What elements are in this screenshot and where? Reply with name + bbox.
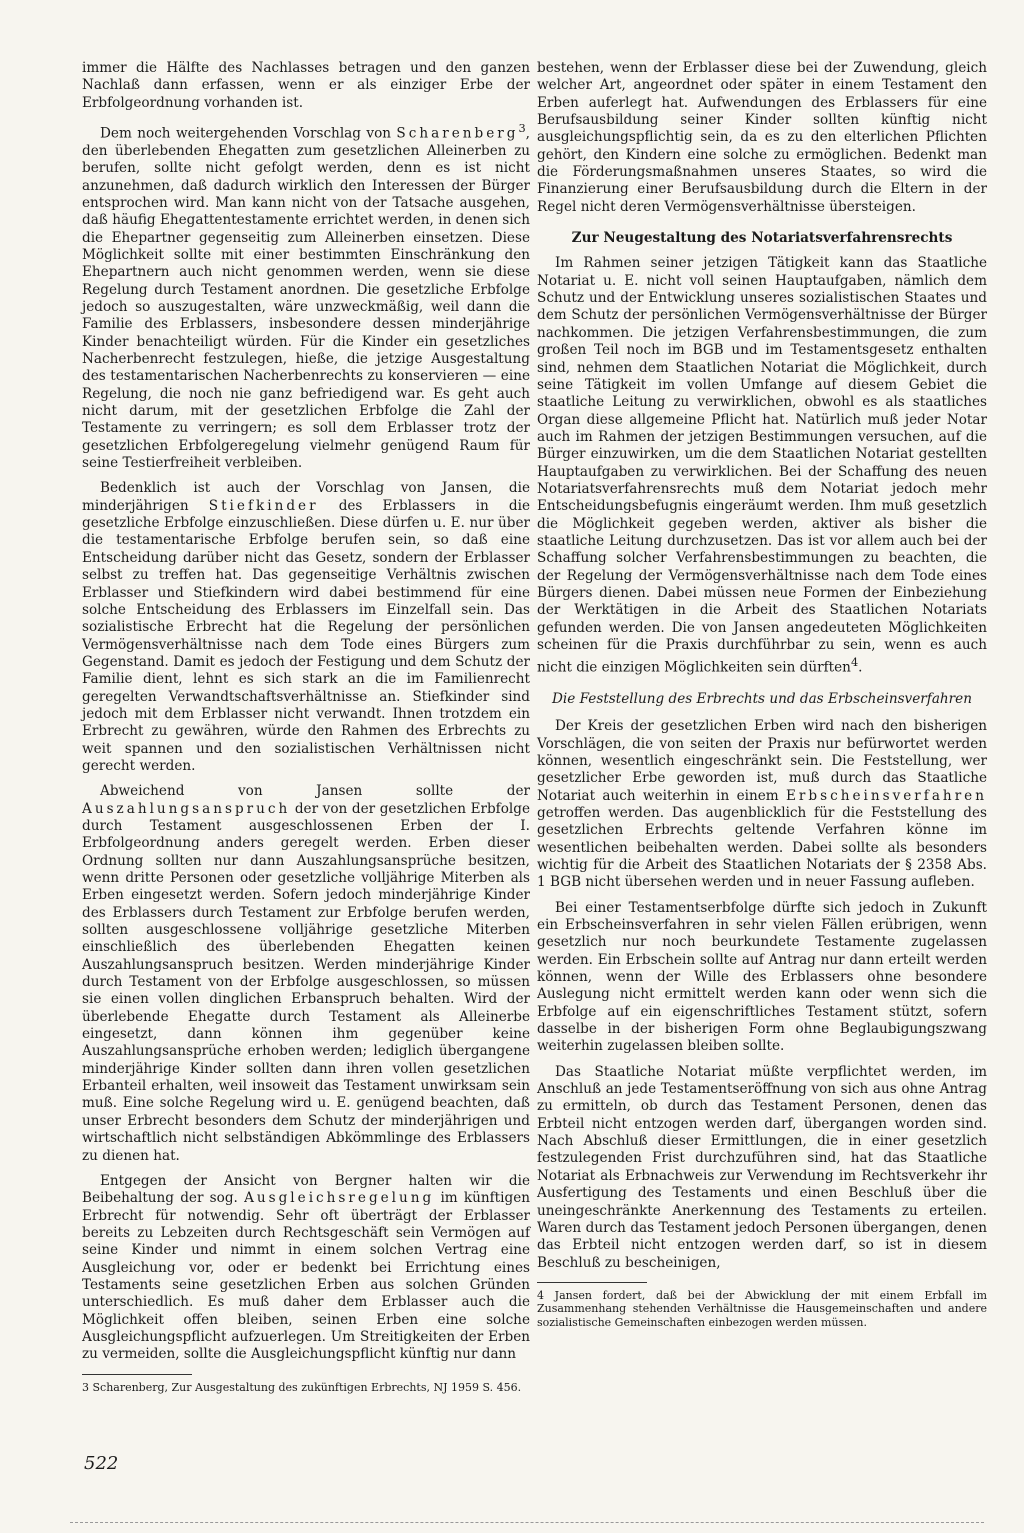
footnote-rule (82, 1374, 192, 1375)
text-run: getroffen werden. Das augenblicklich für die Feststellung des gesetzlichen Erbrechts geltende Verfahren könne im wesentlichen beibehalten werden. Dabei sollte als besonders wichtig für die Arbeit des Staatlichen Notariats der § 2358 Abs. 1 BGB nicht übersehen werden und in neuer Fassung aufleben. (537, 804, 987, 891)
text-run: Der Kreis der gesetzlichen Erben wird nach den bisherigen Vorschlägen, die von seiten der Praxis nur befürwortet werden können, wesentlich eingeschränkt sein. Die Feststellung, wer gesetzlicher Erbe geworden ist, muß durch das Staatliche Notariat auch weiterhin in einem (537, 718, 987, 804)
footnote-ref: 3 (518, 121, 526, 136)
text-run: im künftigen Erbrecht für notwendig. Sehr oft überträgt der Erblasser bereits zu Lebzeiten durch Rechtsgeschäft sein Vermögen auf seine Kinder und nimmt in einem solchen Vertrag eine Ausgleichung vor, oder er bedenkt bei Errichtung eines Testaments seine gesetzlichen Erben aus solchen Gründen unterschiedlich. Es muß daher dem Erblasser auch die Möglichkeit offen bleiben, seinen Erben eine solche Ausgleichungspflicht aufzuerlegen. Um Streitigkeiten der Erben zu vermeiden, sollte die Ausgleichungspflicht künftig nur dann (82, 1190, 530, 1363)
text-run: . (858, 659, 863, 676)
footnote-rule (537, 1282, 647, 1283)
footnote: 3 Scharenberg, Zur Ausgestaltung des zukünftigen Erbrechts, NJ 1959 S. 456. (82, 1380, 522, 1394)
text-run: der von der gesetzlichen Erbfolge durch Testament ausgeschlossenen Erben der I. Erbfolgeordnung anders geregelt werden. Erben dieser Ordnung sollten nur dann Auszahlungsansprüche besitzen, wenn dritte Personen oder gesetzliche volljährige Miterben als Erben eingesetzt werden. Sofern jedoch minderjährige Kinder des Erblassers durch Testament zur Erbfolge berufen werden, sollten ausgeschlossene volljährige gesetzliche Miterben einschließlich des überlebenden Ehegatten keinen Auszahlungsanspruch besitzen. Werden minderjährige Kinder durch Testament von der Erbfolge ausgeschlossen, so müssen sie einen vollen dinglichen Erbanspruch behalten. Wird der überlebende Ehegatte durch Testament als Alleinerbe eingesetzt, dann können ihm gegenüber keine Auszahlungsansprüche erhoben werden; lediglich übergangene minderjährige Kinder sollten dann ihren vollen gesetzlichen Erbanteil erhalten, weil insoweit das Testament unwirksam sein muß. Eine solche Regelung wird u. E. genügend beachten, daß unser Erbrecht besonders dem Schutz der minderjährigen und wirtschaftlich nicht selbständigen Abkömmlinge des Erblassers zu dienen hat. (82, 800, 530, 1164)
paragraph (82, 480, 530, 775)
spaced-term: Erbscheinsverfahren (785, 787, 987, 804)
left-column (82, 60, 530, 1394)
spaced-name: Scharenberg (396, 125, 519, 142)
paragraph: bestehen, wenn der Erblasser diese bei der Zuwendung, gleich welcher Art, angeordnet oder später in einem Testament den Erben auferlegt hat. Aufwendungen des Erblassers für eine Berufsausbildung seiner Kinder sollten künftig nicht ausgleichungspflichtig sein, da es zu den elterlichen Pflichten gehört, den Kindern eine solche zu ermöglichen. Bedenkt man die Förderungsmaßnahmen unseres Staates, so wird die Finanzierung einer Berufsausbildung durch die Eltern in der Regel nicht deren Vermögensverhältnisse übersteigen. (537, 60, 987, 215)
page-edge-line (70, 1522, 984, 1523)
text-run: Bedenklich ist auch der Vorschlag von Jansen, die minderjährigen (82, 480, 530, 514)
subsection-heading: Die Feststellung des Erbrechts und das Erbscheinsverfahren (552, 691, 972, 708)
paragraph (82, 120, 530, 472)
paragraph: Das Staatliche Notariat müßte verpflichtet werden, im Anschluß an jede Testamentseröffnung von sich aus ohne Antrag zu ermitteln, ob durch das Testament Personen, denen das Erbteil nicht entzogen werden darf, übergangen worden sind. Nach Abschluß dieser Ermittlungen, die in einer gesetzlich festzulegenden Frist durchzuführen sind, hat das Staatliche Notariat als Erbnachweis zur Verwendung im Rechtsverkehr ihr Ausfertigung des Testaments und einen Beschluß über die uneingeschränkte Anerkennung des Testaments zu erteilen. Waren durch das Testament jedoch Personen übergangen, denen das Erbteil nicht entzogen werden darf, so ist in diesem Beschluß zu bescheinigen, (537, 1063, 987, 1271)
text-run: Dem noch weitergehenden Vorschlag von (100, 125, 397, 142)
text-run: des Erblassers in die gesetzliche Erbfolge einzuschließen. Diese dürfen u. E. nur über die testamentarische Erbfolge berufen sein, so daß eine Entscheidung darüber nicht das Gesetz, sondern der Erblasser selbst zu treffen hat. Das gegenseitige Verhältnis zwischen Erblasser und Stiefkindern wird dabei bestimmend für eine solche Entscheidung des Erblassers im Einzelfall sein. Das sozialistische Erbrecht hat die Regelung der persönlichen Vermögensverhältnisse nach dem Tode eines Bürgers zum Gegenstand. Damit es jedoch der Festigung und dem Schutz der Familie dient, lehnt es sich stark an die im Familienrecht geregelten Verwandtschaftsverhältnisse an. Stiefkinder sind jedoch mit dem Erblasser nicht verwandt. Ihnen trotzdem ein Erbrecht zu gewähren, würde den Rahmen des Erbrechts zu weit spannen und den sozialistischen Verhältnissen nicht gerecht werden. (82, 497, 530, 774)
section-heading: Zur Neugestaltung des Notariatsverfahrensrechts (571, 230, 953, 247)
spaced-term: Stiefkinder (208, 497, 319, 514)
text-run: , den überlebenden Ehegatten zum gesetzlichen Alleinerben zu berufen, sollte nicht gefolgt werden, denn es ist nicht anzunehmen, daß dadurch wirklich den Interessen der Bürger entsprochen wird. Man kann nicht von der Tatsache ausgehen, daß häufig Ehegattentestamente errichtet werden, in denen sich die Ehepartner gegenseitig zum Alleinerben einsetzen. Diese Möglichkeit sollte mit einer bestimmten Einschränkung den Ehepartnern auch nicht genommen werden, wenn sie diese Regelung durch Testament anordnen. Die gesetzliche Erbfolge jedoch so auszugestalten, wäre unzweckmäßig, weil dann die Familie des Erblassers, insbesondere dessen minderjährige Kinder benachteiligt würden. Für die Kinder ein gesetzliches Nacherbenrecht festzulegen, hieße, die jetzige Ausgestaltung des testamentarischen Nacherbenrechts zu konservieren — eine Regelung, die noch nie ganz befriedigend war. Es geht auch nicht darum, mit der gesetzlichen Erbfolge die Zahl der Testamente zu verringern; es soll dem Erblasser trotz der gesetzlichen Erbfolgeregelung vielmehr genügend Raum für seine Testierfreiheit verbleiben. (82, 125, 530, 472)
paragraph: immer die Hälfte des Nachlasses betragen und den ganzen Nachlaß dann erfassen, wenn er als einziger Erbe der Erbfolgeordnung vorhanden ist. (82, 60, 530, 111)
paragraph (537, 255, 987, 677)
right-column (537, 60, 987, 1330)
paragraph (82, 783, 530, 1165)
spaced-term: Ausgleichsregelung (244, 1190, 435, 1207)
page-number: 522 (84, 1453, 119, 1474)
text-run: Im Rahmen seiner jetzigen Tätigkeit kann das Staatliche Notariat u. E. nicht voll seinen Hauptaufgaben, nämlich dem Schutz und der Entwicklung unseres sozialistischen Staates und dem Schutz der persönlichen Vermögensverhältnisse der Bürger nachkommen. Die jetzigen Verfahrensbestimmungen, die zum großen Teil noch im BGB und im Testamentsgesetz enthalten sind, nehmen dem Staatlichen Notariat die Möglichkeit, durch seine Tätigkeit im vollen Umfange auf diesem Gebiet die staatliche Leitung zu verwirklichen, obwohl es als staatliches Organ diese allgemeine Pflicht hat. Natürlich muß jeder Notar auch im Rahmen der jetzigen Bestimmungen versuchen, auf die Bürger einzuwirken, um die dem Staatlichen Notariat gestellten Hauptaufgaben zu verwirklichen. Bei der Schaffung des neuen Notariatsverfahrensrechts muß dem Notariat jedoch mehr Entscheidungsbefugnis eingeräumt werden. Ihm muß gesetzlich die Möglichkeit gegeben werden, aktiver als bisher die staatliche Leitung durchzusetzen. Das ist vor allem auch bei der Schaffung solcher Verfahrensbestimmungen zu beachten, die der Regelung der Vermögensverhältnisse nach dem Tode eines Bürgers dienen. Dabei müssen neue Formen der Einbeziehung der Werktätigen in die Arbeit des Staatlichen Notariats gefunden werden. Die von Jansen angedeuteten Möglichkeiten scheinen für die Praxis durchführbar zu sein, wenn es auch nicht die einzigen Möglichkeiten sein dürften (537, 255, 987, 676)
text-run: Abweichend von Jansen sollte der (100, 783, 530, 800)
footnote: 4 Jansen fordert, daß bei der Abwicklung der mit einem Erbfall im Zusammenhang stehenden Verhältnisse die Hausgemeinschaften und andere sozialistische Gemeinschaften einbezogen werden müssen. (537, 1288, 987, 1330)
paragraph: Bei einer Testamentserbfolge dürfte sich jedoch in Zukunft ein Erbscheinsverfahren in sehr vielen Fällen erübrigen, wenn gesetzlich nur noch beurkundete Testamente zugelassen werden. Ein Erbschein sollte auf Antrag nur dann erteilt werden können, wenn der Wille des Erblassers ohne besondere Auslegung nicht ermittelt werden kann oder wenn sich die Erbfolge auf ein eigenschriftliches Testament stützt, sofern dasselbe in der bisherigen Form ohne Beglaubigungszwang weiterhin zugelassen bleiben sollte. (537, 899, 987, 1055)
spaced-term: Auszahlungsanspruch (82, 800, 291, 817)
footnote-ref: 4 (850, 655, 859, 670)
paragraph (82, 1173, 530, 1364)
text-run: Entgegen der Ansicht von Bergner halten wir die Beibehaltung der sog. (82, 1172, 530, 1207)
paragraph (537, 718, 987, 891)
